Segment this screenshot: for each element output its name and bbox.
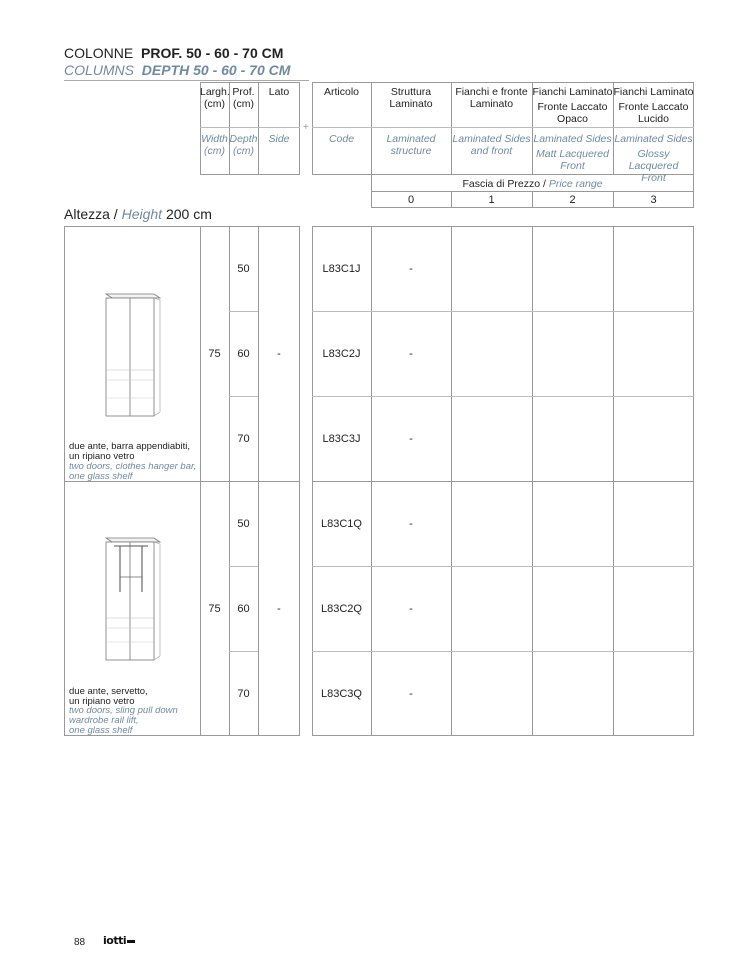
header-largh: Largh. (cm)	[200, 86, 230, 110]
title-en-bold: DEPTH 50 - 60 - 70 CM	[141, 62, 291, 78]
price-cell: -	[409, 603, 413, 615]
group-2-description-en: two doors, sling pull down wardrobe rail lift, one glass shelf	[69, 705, 178, 736]
divider	[229, 396, 258, 397]
depth-value: 70	[237, 688, 250, 700]
header-col1: Struttura Laminato	[389, 86, 433, 110]
group-1-description-en: two doors, clothes hanger bar, one glass shelf	[69, 461, 197, 482]
article-code: L83C2J	[322, 348, 361, 360]
depth-value: 50	[237, 518, 250, 530]
article-code: L83C3Q	[321, 688, 362, 700]
header-col4-en: Laminated Sides Glossy Lacquered Front	[614, 133, 693, 184]
price-range-1: 1	[488, 194, 495, 206]
price-cell: -	[409, 348, 413, 360]
group-1-side: -	[277, 348, 281, 360]
price-range-3: 3	[650, 194, 657, 206]
article-code: L83C1J	[322, 263, 361, 275]
group-2-side: -	[277, 603, 281, 615]
depth-value: 50	[237, 263, 250, 275]
group-divider	[312, 481, 694, 482]
plus-sign: +	[303, 122, 309, 133]
price-cell: -	[409, 518, 413, 530]
header-col2: Fianchi e fronte Laminato	[455, 86, 528, 110]
depth-value: 60	[237, 603, 250, 615]
price-cell: -	[409, 263, 413, 275]
header-col3: Fianchi Laminato Fronte Laccato Opaco	[532, 86, 613, 125]
title-en-prefix: COLUMNS	[64, 62, 135, 78]
page-subtitle	[64, 62, 290, 78]
depth-value: 70	[237, 433, 250, 445]
group-2-width: 75	[208, 603, 221, 615]
title-it-prefix: COLONNE	[64, 45, 134, 61]
title-it-bold: PROF. 50 - 60 - 70 CM	[141, 45, 284, 61]
depth-value: 60	[237, 348, 250, 360]
wardrobe-lift-illustration	[96, 532, 166, 662]
group-2-description-it: due ante, servetto, un ripiano vetro	[69, 686, 148, 707]
divider	[312, 396, 694, 397]
price-cell: -	[409, 688, 413, 700]
price-range-0: 0	[407, 194, 415, 206]
article-code: L83C2Q	[321, 603, 362, 615]
page-title	[64, 45, 283, 61]
header-width-en: Width (cm)	[201, 133, 228, 157]
divider	[312, 566, 694, 567]
price-range-label: Fascia di Prezzo / Price range	[462, 178, 603, 190]
header-col3-en: Laminated Sides Matt Lacquered Front	[533, 133, 612, 172]
divider	[229, 651, 258, 652]
header-col1-en: Laminated structure	[386, 133, 436, 157]
header-col4: Fianchi Laminato Fronte Laccato Lucido	[613, 86, 694, 125]
brand-logo: iotti	[103, 934, 135, 947]
header-col2-en: Laminated Sides and front	[452, 133, 531, 157]
divider	[229, 566, 258, 567]
divider	[312, 651, 694, 652]
article-code: L83C3J	[322, 433, 361, 445]
article-code: L83C1Q	[321, 518, 362, 530]
header-code-en: Code	[328, 133, 355, 145]
group-1-description-it: due ante, barra appendiabiti, un ripiano vetro	[69, 441, 190, 462]
divider	[229, 311, 258, 312]
page-number: 88	[74, 937, 86, 948]
title-divider	[64, 80, 309, 81]
wardrobe-clothes-bar-illustration	[96, 288, 166, 418]
header-side-en: Side	[268, 133, 290, 145]
divider	[312, 127, 694, 128]
group-1-width: 75	[208, 348, 221, 360]
header-articolo: Articolo	[323, 86, 359, 98]
header-lato: Lato	[268, 86, 290, 98]
divider	[200, 127, 300, 128]
divider	[312, 311, 694, 312]
price-cell: -	[409, 433, 413, 445]
header-depth-en: Depth (cm)	[229, 133, 258, 157]
height-label: Altezza / Height 200 cm	[64, 206, 212, 222]
price-range-2: 2	[569, 194, 576, 206]
header-prof: Prof. (cm)	[232, 86, 255, 110]
